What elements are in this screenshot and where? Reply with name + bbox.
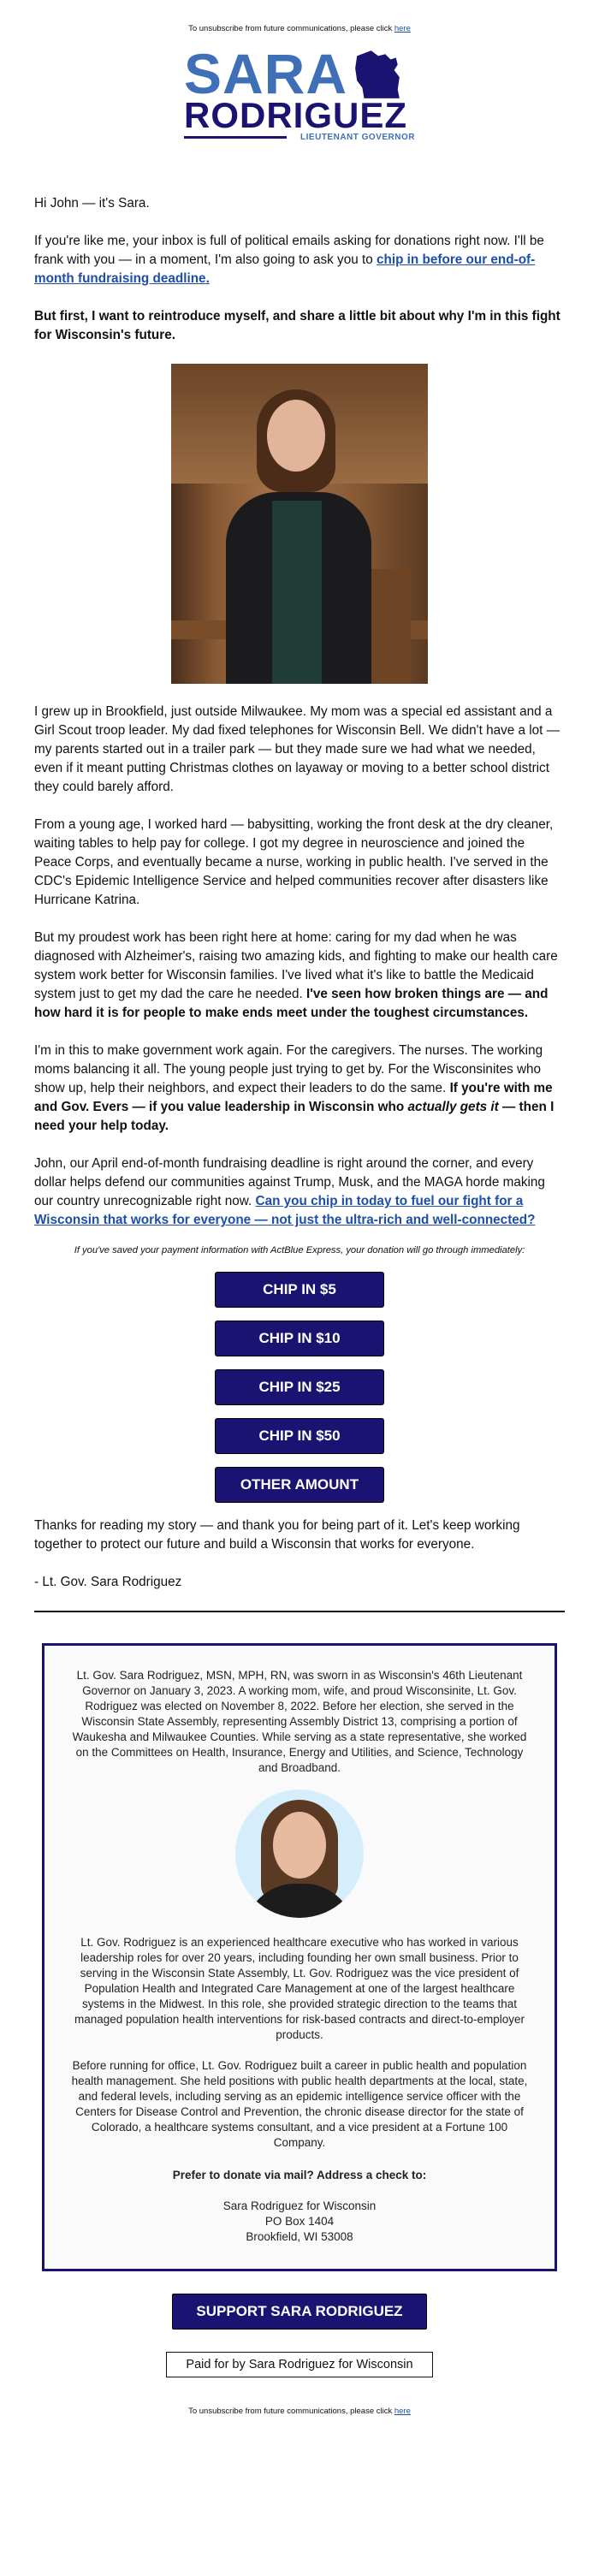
unsubscribe-line-top [34,0,565,33]
unsubscribe-text: To unsubscribe from future communications, please click [188,24,393,33]
government-bold-italic: actually gets it [407,1100,499,1114]
bio-box [42,1643,557,2271]
government-paragraph [34,1042,565,1136]
chip-in-10-button[interactable]: CHIP IN $10 [215,1321,384,1356]
unsubscribe-link-bottom[interactable]: here [394,2407,411,2416]
closing-paragraph: Thanks for reading my story — and thank you for being part of it. Let's keep working together to protect our future and build a Wisconsin that works for everyone. [34,1518,520,1552]
mail-address-line-2: PO Box 1404 [264,2215,335,2228]
mail-heading: Prefer to donate via mail? Address a check to: [172,2169,427,2181]
chip-in-25-button[interactable]: CHIP IN $25 [215,1369,384,1405]
career-paragraph: From a young age, I worked hard — babysitting, working the front desk at the dry cleaner, waiting tables to help pay for college. I got my degree in neuroscience and joined the Peace Corps, and eventually became a nurse, working in public health. I've served in the CDC's Epidemic Intelligence Service and helped communities recover after disasters like Hurricane Katrina. [34,817,554,907]
other-amount-button[interactable]: OTHER AMOUNT [215,1467,384,1503]
candidate-headshot [235,1790,364,1918]
proudest-work-bold: I've seen how broken things are — and how hard it is for people to make ends meet under the toughest circumstances. [34,987,549,1020]
support-button[interactable]: SUPPORT SARA RODRIGUEZ [172,2294,427,2330]
background-paragraph: I grew up in Brookfield, just outside Milwaukee. My mom was a special ed assistant and a Girl Scout troop leader. My dad fixed telephones for Wisconsin Bell. We didn't have a lot — my parents started out in a trailer park — but they made sure we had what we needed, even if it meant putting Christmas clothes on layaway or moving to a better school district they could barely afford. [34,704,560,794]
logo-first-name: SARA [184,42,348,105]
mail-address-line-1: Sara Rodriguez for Wisconsin [222,2199,377,2212]
wisconsin-state-icon [352,47,405,100]
logo-last-name: RODRIGUEZ [184,95,407,135]
bio-paragraph-3: Before running for office, Lt. Gov. Rodriguez built a career in public health and population health management. She held positions with public health departments at the local, state, and federal levels, including serving as an epidemic intelligence service officer with the Centers for Disease Control and Prevention, the chronic disease director for the state of Colorado, a healthcare systems consultant, and a vice president at a Fortune 100 Company. [71,2059,528,2149]
proudest-work-text: But my proudest work has been right here at home: caring for my dad when he was diagnosed with Alzheimer's, raising two amazing kids, and fighting to make our health care system work better for Wisconsin families. I've lived what it's like to battle the Medicaid system just to get my dad the care he needed. [34,930,558,1001]
proudest-work-paragraph [34,929,565,1023]
logo-title: LIEUTENANT GOVERNOR [300,133,415,142]
chip-in-deadline-link[interactable]: chip in before our end-of-month fundraising deadline. [34,252,536,286]
intro-paragraph [34,232,565,288]
donation-buttons [34,1272,565,1503]
chip-in-50-button[interactable]: CHIP IN $50 [215,1418,384,1454]
deadline-paragraph [34,1154,565,1230]
mail-address-line-3: Brookfield, WI 53008 [246,2230,353,2243]
signature: - Lt. Gov. Sara Rodriguez [34,1575,182,1589]
government-text: I'm in this to make government work again. For the caregivers. The nurses. The working moms balancing it all. The young people just trying to get by. For the Wisconsinites who show up, help their neighbors, and expect their leaders to do the same. [34,1043,543,1095]
unsubscribe-line-bottom [34,2407,565,2416]
logo-underline [184,136,287,139]
email-body [34,0,565,2416]
reintroduce-paragraph: But first, I want to reintroduce myself, and share a little bit about why I'm in this fight for Wisconsin's future. [34,309,560,342]
government-bold-2: — then I need your help today. [34,1100,555,1133]
candidate-photo [171,364,428,684]
bio-paragraph-2: Lt. Gov. Rodriguez is an experienced healthcare executive who has worked in various leadership roles for over 20 years, including founding her own small business. Prior to serving in the Wisconsin State Assembly, Lt. Gov. Rodriguez was the vice president of Population Health and Integrated Care Management at one of the largest healthcare systems in the Midwest. In this role, she provided strategic direction to the teams that managed population health interventions for risk-based contracts and direct-to-employer products. [74,1936,525,2041]
unsubscribe-link[interactable]: here [394,24,411,33]
greeting: Hi John — it's Sara. [34,196,150,211]
paid-for-disclaimer: Paid for by Sara Rodriguez for Wisconsin [166,2352,433,2377]
unsubscribe-text-bottom: To unsubscribe from future communications, please click [188,2407,393,2416]
bio-paragraph-1: Lt. Gov. Sara Rodriguez, MSN, MPH, RN, was sworn in as Wisconsin's 46th Lieutenant Governor on January 3, 2023. A working mom, wife, and proud Wisconsinite, Lt. Gov. Rodriguez was elected on November 8, 2022. Before her election, she served in the Wisconsin State Assembly, representing Assembly District 13, comprising a portion of Waukesha and Milwaukee Counties. While serving as a state representative, she worked on the Committees on Health, Insurance, Energy and Utilities, and Science, Technology and Broadband. [72,1669,527,1774]
government-bold-1: If you're with me and Gov. Evers — if you value leadership in Wisconsin who [34,1081,553,1114]
actblue-note: If you've saved your payment information with ActBlue Express, your donation will go through immediately: [74,1245,525,1255]
intro-text: If you're like me, your inbox is full of political emails asking for donations right now. I'll be frank with you — in a moment, I'm also going to ask you to [34,234,544,267]
chip-in-today-link[interactable]: Can you chip in today to fuel our fight for a Wisconsin that works for everyone — not just the ultra-rich and well-connected? [34,1194,536,1227]
chip-in-5-button[interactable]: CHIP IN $5 [215,1272,384,1308]
campaign-logo [34,42,565,142]
section-divider [34,1611,565,1612]
deadline-text: John, our April end-of-month fundraising deadline is right around the corner, and every dollar helps defend our communities against Trump, Musk, and the MAGA horde making our country unrecognizable right now. [34,1156,545,1208]
